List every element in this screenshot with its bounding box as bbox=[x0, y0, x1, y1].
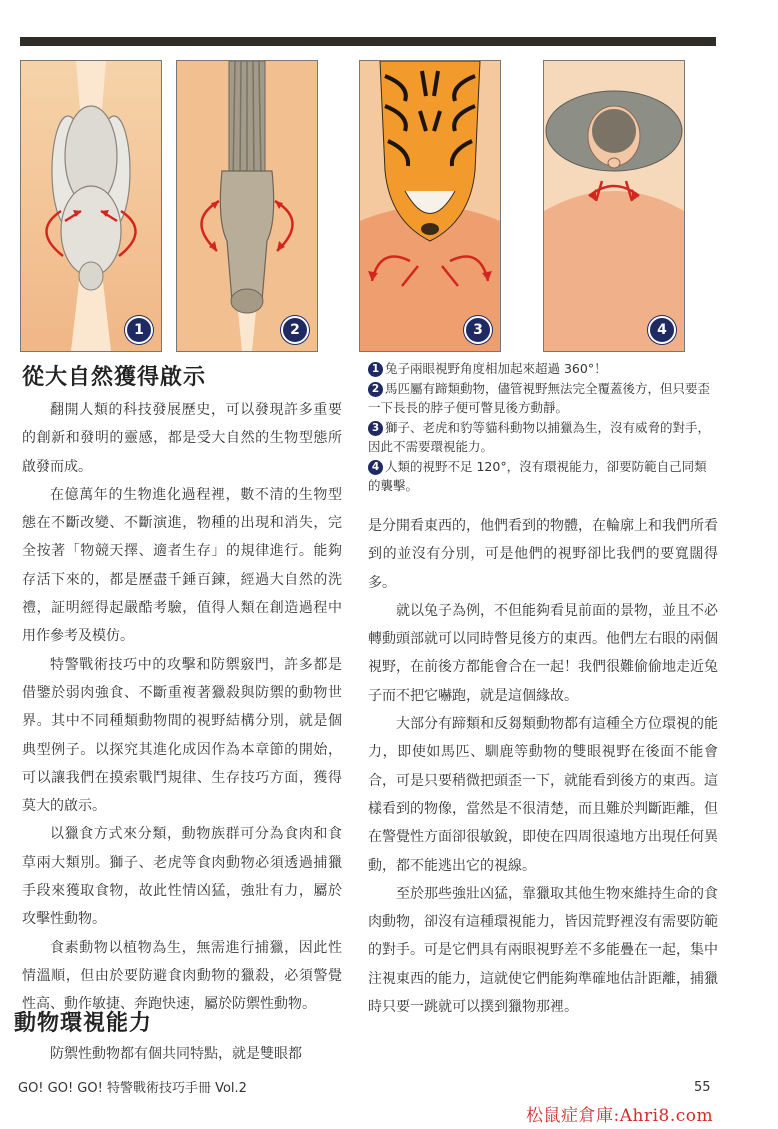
panel-rabbit bbox=[20, 60, 162, 352]
paragraph: 在億萬年的生物進化過程裡，數不清的生物型態在不斷改變、不斷演進，物種的出現和消失，完全按著「物競天擇、適者生存」的規律進行。能夠存活下來的，都是歷盡千錘百鍊，經過大自然的洗禮，証明經得起嚴酷考驗，值得人類在創造過程中用作參考及模仿。 bbox=[22, 486, 342, 645]
paragraph: 翻開人類的科技發展歷史，可以發現許多重要的創新和發明的靈感，都是受大自然的生物型態所啟發而成。 bbox=[22, 402, 342, 475]
section-heading-nature: 從大自然獲得啟示 bbox=[22, 365, 207, 390]
tiger-illustration bbox=[360, 61, 500, 351]
page-number: 55 bbox=[694, 1080, 711, 1095]
panel-human bbox=[543, 60, 685, 352]
panel-number-badge: 3 bbox=[464, 316, 492, 344]
book-title-footer: GO! GO! GO! 特警戰術技巧手冊 Vol.2 bbox=[18, 1081, 247, 1096]
rabbit-illustration bbox=[21, 61, 161, 351]
paragraph: 防禦性動物都有個共同特點，就是雙眼都 bbox=[50, 1046, 302, 1062]
watermark: 松鼠症倉庫:Ahri8.com bbox=[526, 1106, 714, 1126]
right-column-text bbox=[368, 512, 718, 1021]
panel-number-badge: 4 bbox=[648, 316, 676, 344]
panel-number-badge: 2 bbox=[281, 316, 309, 344]
caption-1: 1 兔子兩眼視野角度相加起來超過 360°！ bbox=[368, 359, 718, 379]
paragraph: 至於那些強壯凶猛，靠獵取其他生物來維持生命的食肉動物，卻沒有這種環視能力，皆因荒野裡沒有需要防範的對手。可是它們具有兩眼視野差不多能疊在一起，集中注視東西的能力，這就使它們能夠準確地估計距離，捕獵時只要一跳就可以撲到獵物那裡。 bbox=[368, 885, 718, 1016]
horse-illustration bbox=[177, 61, 317, 351]
caption-4: 4 人類的視野不足 120°，沒有環視能力，卻要防範自己同類的襲擊。 bbox=[368, 458, 707, 493]
human-illustration bbox=[544, 61, 684, 351]
caption-number-badge: 4 bbox=[368, 460, 383, 475]
paragraph: 特警戰術技巧中的攻擊和防禦竅門，許多都是借鑒於弱肉強食、不斷重複著獵殺與防禦的動物世界。其中不同種類動物間的視野結構分別，就是個典型例子。以探究其進化成因作為本章節的開始，可以讓我們在摸索戰鬥規律、生存技巧方面，獲得莫大的啟示。 bbox=[22, 656, 342, 815]
paragraph: 以獵食方式來分類，動物族群可分為食肉和食草兩大類別。獅子、老虎等食肉動物必須透過捕獵手段來獲取食物，故此性情凶猛，強壯有力，屬於攻擊性動物。 bbox=[22, 826, 342, 928]
panel-horse bbox=[176, 60, 318, 352]
paragraph: 大部分有蹄類和反芻類動物都有這種全方位環視的能力，即使如馬匹、馴鹿等動物的雙眼視野在後面不能會合，可是只要稍微把頭歪一下，就能看到後方的東西。這樣看到的物像，當然是不很清楚，而且難於判斷距離，但在警覺性方面卻很敏銳，即使在四周很遠地方出現任何異動，都不能逃出它的視線。 bbox=[368, 716, 718, 874]
section-heading-vision: 動物環視能力 bbox=[14, 1011, 153, 1036]
left-column-text-2 bbox=[22, 1040, 342, 1068]
caption-number-badge: 3 bbox=[368, 421, 383, 436]
caption-2: 2 馬匹屬有蹄類動物，儘管視野無法完全覆蓋後方，但只要歪一下長長的脖子便可瞥見後方動靜。 bbox=[368, 380, 711, 415]
top-rule bbox=[20, 37, 716, 46]
left-column-text bbox=[22, 396, 342, 1019]
caption-number-badge: 2 bbox=[368, 382, 383, 397]
caption-3: 3 獅子、老虎和豹等貓科動物以捕獵為生，沒有威脅的對手，因此不需要環視能力。 bbox=[368, 419, 711, 454]
caption-number-badge: 1 bbox=[368, 362, 383, 377]
paragraph: 是分開看東西的，他們看到的物體，在輪廓上和我們所看到的並沒有分別，可是他們的視野卻比我們的要寬闊得多。 bbox=[368, 518, 718, 591]
panel-number-badge: 1 bbox=[125, 316, 153, 344]
paragraph: 食素動物以植物為生，無需進行捕獵，因此性情溫順，但由於要防避食肉動物的獵殺，必須警覺性高、動作敏捷、奔跑快速，屬於防禦性動物。 bbox=[22, 939, 342, 1013]
paragraph: 就以兔子為例，不但能夠看見前面的景物，並且不必轉動頭部就可以同時瞥見後方的東西。他們左右眼的兩個視野，在前後方都能會合在一起！我們很難偷偷地走近兔子而不把它嚇跑，就是這個緣故。 bbox=[368, 602, 718, 704]
figure-captions bbox=[368, 359, 718, 496]
panel-tiger bbox=[359, 60, 501, 352]
